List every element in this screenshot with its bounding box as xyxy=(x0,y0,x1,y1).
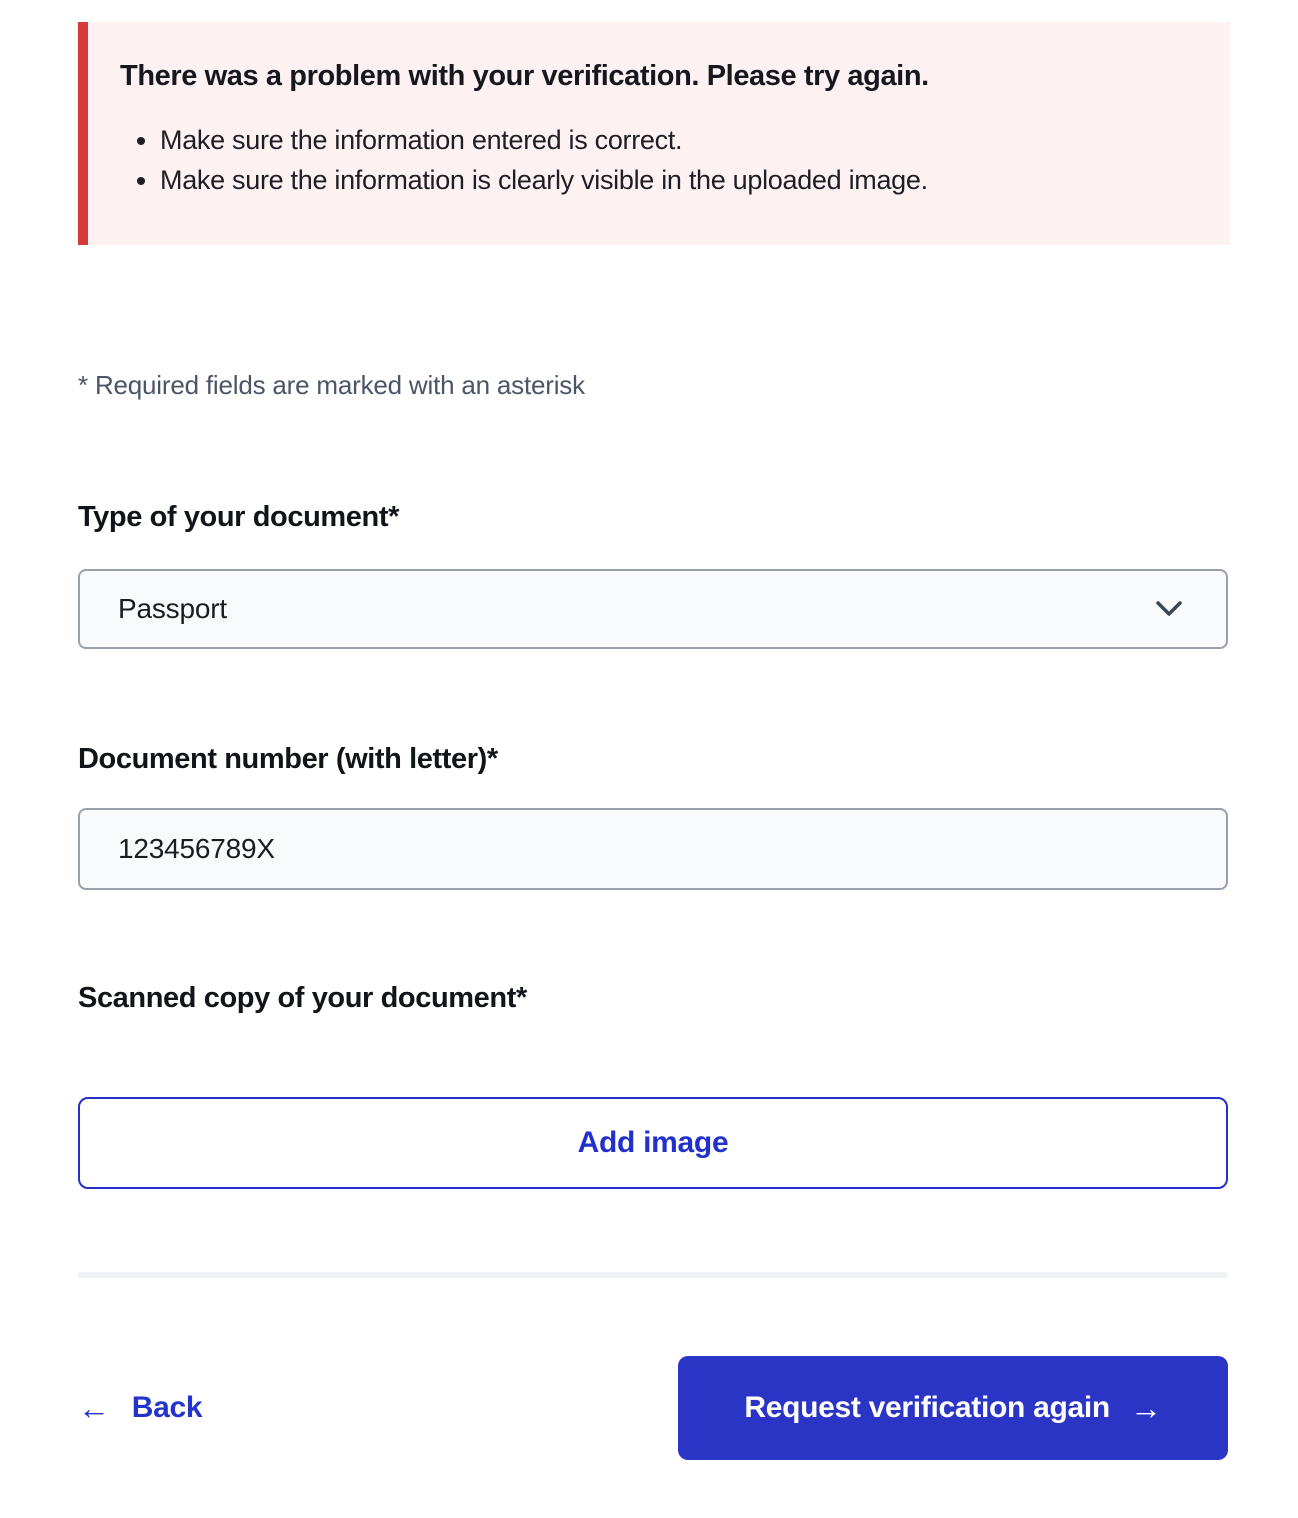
footer-actions xyxy=(78,1356,1228,1460)
document-type-label: Type of your document* xyxy=(78,501,399,533)
document-type-value: Passport xyxy=(118,593,227,624)
error-alert-item: • Make sure the information is clearly visible in the uploaded image. xyxy=(160,160,1190,200)
request-verification-label: Request verification again xyxy=(744,1391,1110,1424)
document-number-label: Document number (with letter)* xyxy=(78,743,498,775)
request-verification-button[interactable] xyxy=(678,1356,1228,1460)
error-alert-item: • Make sure the information entered is correct. xyxy=(160,120,1190,160)
document-type-select[interactable] xyxy=(78,569,1228,649)
error-alert xyxy=(78,22,1230,245)
back-link-label: Back xyxy=(131,1391,203,1424)
chevron-down-icon xyxy=(1156,601,1182,617)
add-image-button[interactable]: Add image xyxy=(78,1097,1228,1189)
forward-arrow-icon: → xyxy=(1129,1390,1162,1426)
section-divider xyxy=(78,1272,1228,1278)
scanned-copy-label: Scanned copy of your document* xyxy=(78,982,527,1014)
back-arrow-icon: ← xyxy=(78,1390,110,1426)
form-content xyxy=(78,22,1230,1460)
document-number-input[interactable] xyxy=(78,808,1228,890)
error-alert-title: There was a problem with your verification. Please try again. xyxy=(120,60,929,92)
back-link[interactable] xyxy=(78,1391,202,1425)
error-alert-list xyxy=(120,120,1190,200)
required-fields-note: * Required fields are marked with an asterisk xyxy=(78,370,585,400)
